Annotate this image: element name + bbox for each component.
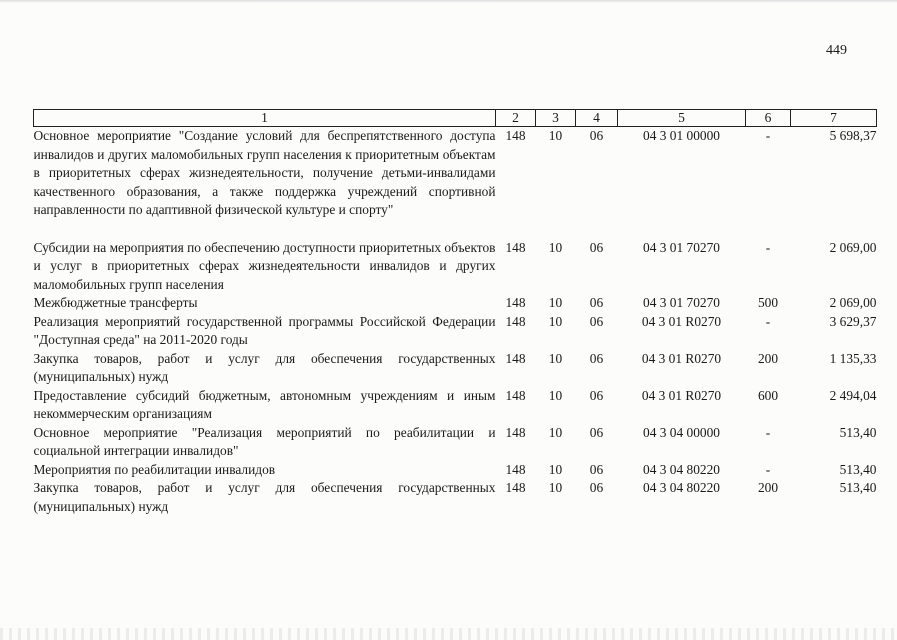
row-col-6-cell: 500 bbox=[757, 295, 779, 310]
header-col-5: 5 bbox=[618, 110, 746, 127]
row-col-3-cell: 10 bbox=[548, 128, 563, 143]
row-col-3-cell: 10 bbox=[548, 239, 563, 255]
row-col-2-cell: 148 bbox=[505, 424, 526, 440]
header-col-7: 7 bbox=[791, 110, 877, 127]
row-name-cell: Основное мероприятие "Реализация мероприятий по реабилитации и социальной интеграции инвалидов" bbox=[33, 424, 496, 458]
row-col-7-cell: 1 135,33 bbox=[829, 350, 877, 366]
row-col-6-cell: - bbox=[765, 313, 771, 329]
row-name-cell: Реализация мероприятий государственной программы Российской Федерации "Доступная среда" на 2011-2020 годы bbox=[33, 313, 496, 347]
table-row bbox=[34, 239, 877, 295]
row-col-7-cell: 5 698,37 bbox=[829, 128, 877, 143]
row-col-4-cell: 06 bbox=[589, 350, 604, 366]
spacer-cell bbox=[34, 220, 877, 239]
row-col-7-cell: 2 494,04 bbox=[829, 387, 877, 403]
row-col-4-cell: 06 bbox=[589, 295, 604, 310]
row-col-7-cell: 513,40 bbox=[839, 480, 877, 495]
row-col-2-cell: 148 bbox=[505, 387, 526, 403]
header-col-6: 6 bbox=[746, 110, 791, 127]
row-name-cell: Субсидии на мероприятия по обеспечению доступности приоритетных объектов и услуг в приоритетных сферах жизнедеятельности инвалидов и других маломобильных групп населения bbox=[33, 239, 496, 292]
row-col-4-cell: 06 bbox=[589, 313, 604, 329]
row-col-6-cell: - bbox=[765, 461, 771, 477]
row-col-5-cell: 04 3 01 R0270 bbox=[641, 350, 722, 366]
table-row bbox=[34, 424, 877, 461]
row-col-7-cell: 513,40 bbox=[839, 461, 877, 477]
table-row bbox=[34, 461, 877, 480]
row-col-6-cell: 600 bbox=[757, 387, 779, 403]
row-col-6-cell: 200 bbox=[757, 350, 779, 366]
row-col-4-cell: 06 bbox=[589, 461, 604, 477]
row-col-3-cell: 10 bbox=[548, 387, 563, 403]
row-col-6-cell: 200 bbox=[757, 480, 779, 495]
scan-bottom-noise bbox=[0, 628, 897, 640]
row-col-3-cell: 10 bbox=[548, 480, 563, 495]
row-col-2-cell: 148 bbox=[505, 295, 526, 310]
row-col-5-cell: 04 3 04 80220 bbox=[643, 461, 720, 477]
row-col-5-cell: 04 3 04 80220 bbox=[643, 480, 720, 495]
row-name-cell: Закупка товаров, работ и услуг для обеспечения государственных (муниципальных) нужд bbox=[33, 480, 496, 514]
row-col-6-cell: - bbox=[765, 128, 771, 143]
row-col-6-cell: - bbox=[765, 424, 771, 440]
row-col-4-cell: 06 bbox=[589, 387, 604, 403]
row-col-4-cell: 06 bbox=[589, 424, 604, 440]
row-col-2-cell: 148 bbox=[505, 480, 526, 495]
row-spacer bbox=[34, 220, 877, 239]
row-name-cell: Мероприятия по реабилитации инвалидов bbox=[33, 461, 276, 477]
row-col-5-cell: 04 3 01 00000 bbox=[643, 128, 720, 143]
row-col-5-cell: 04 3 01 R0270 bbox=[641, 387, 722, 403]
table-row bbox=[34, 350, 877, 387]
row-col-3-cell: 10 bbox=[548, 295, 563, 310]
header-col-4: 4 bbox=[576, 110, 618, 127]
row-col-3-cell: 10 bbox=[548, 313, 563, 329]
row-name-cell: Закупка товаров, работ и услуг для обеспечения государственных (муниципальных) нужд bbox=[33, 350, 496, 384]
row-name-cell: Основное мероприятие "Создание условий для беспрепятственного доступа инвалидов и других маломобильных групп населения к приоритетным объектам в приоритетных сферах жизнедеятельности, получение детьми-инвалидами качественного образования, а также поддержка учреждений спортивной направленности по адаптивной физической культуре и спорту" bbox=[33, 128, 496, 217]
table-row bbox=[34, 387, 877, 424]
row-col-7-cell: 513,40 bbox=[839, 424, 877, 440]
row-col-2-cell: 148 bbox=[505, 350, 526, 366]
row-col-4-cell: 06 bbox=[589, 480, 604, 495]
row-col-5-cell: 04 3 04 00000 bbox=[643, 424, 720, 440]
row-name-cell: Предоставление субсидий бюджетным, автономным учреждениям и иным некоммерческим организациям bbox=[33, 387, 496, 421]
table-header bbox=[34, 110, 877, 127]
row-col-6-cell: - bbox=[765, 239, 771, 255]
row-col-4-cell: 06 bbox=[589, 239, 604, 255]
row-col-3-cell: 10 bbox=[548, 350, 563, 366]
table-row bbox=[34, 479, 877, 516]
budget-table bbox=[33, 109, 877, 516]
row-name-cell: Межбюджетные трансферты bbox=[33, 295, 198, 310]
header-col-1: 1 bbox=[34, 110, 496, 127]
header-col-3: 3 bbox=[536, 110, 576, 127]
row-col-3-cell: 10 bbox=[548, 424, 563, 440]
scan-top-edge bbox=[0, 0, 897, 3]
header-col-2: 2 bbox=[496, 110, 536, 127]
table-row bbox=[34, 313, 877, 350]
row-col-7-cell: 3 629,37 bbox=[829, 313, 877, 329]
row-col-5-cell: 04 3 01 70270 bbox=[643, 239, 720, 255]
table-row bbox=[34, 127, 877, 220]
row-col-5-cell: 04 3 01 70270 bbox=[643, 295, 720, 310]
row-col-3-cell: 10 bbox=[548, 461, 563, 477]
table-body bbox=[34, 127, 877, 517]
table-row bbox=[34, 294, 877, 313]
row-col-5-cell: 04 3 01 R0270 bbox=[641, 313, 722, 329]
row-col-2-cell: 148 bbox=[505, 239, 526, 255]
header-row bbox=[34, 110, 877, 127]
row-col-2-cell: 148 bbox=[505, 313, 526, 329]
row-col-7-cell: 2 069,00 bbox=[829, 239, 877, 255]
row-col-4-cell: 06 bbox=[589, 128, 604, 143]
row-col-2-cell: 148 bbox=[505, 461, 526, 477]
row-col-7-cell: 2 069,00 bbox=[829, 295, 877, 310]
row-col-2-cell: 148 bbox=[505, 128, 526, 143]
page-number: 449 bbox=[826, 43, 847, 58]
